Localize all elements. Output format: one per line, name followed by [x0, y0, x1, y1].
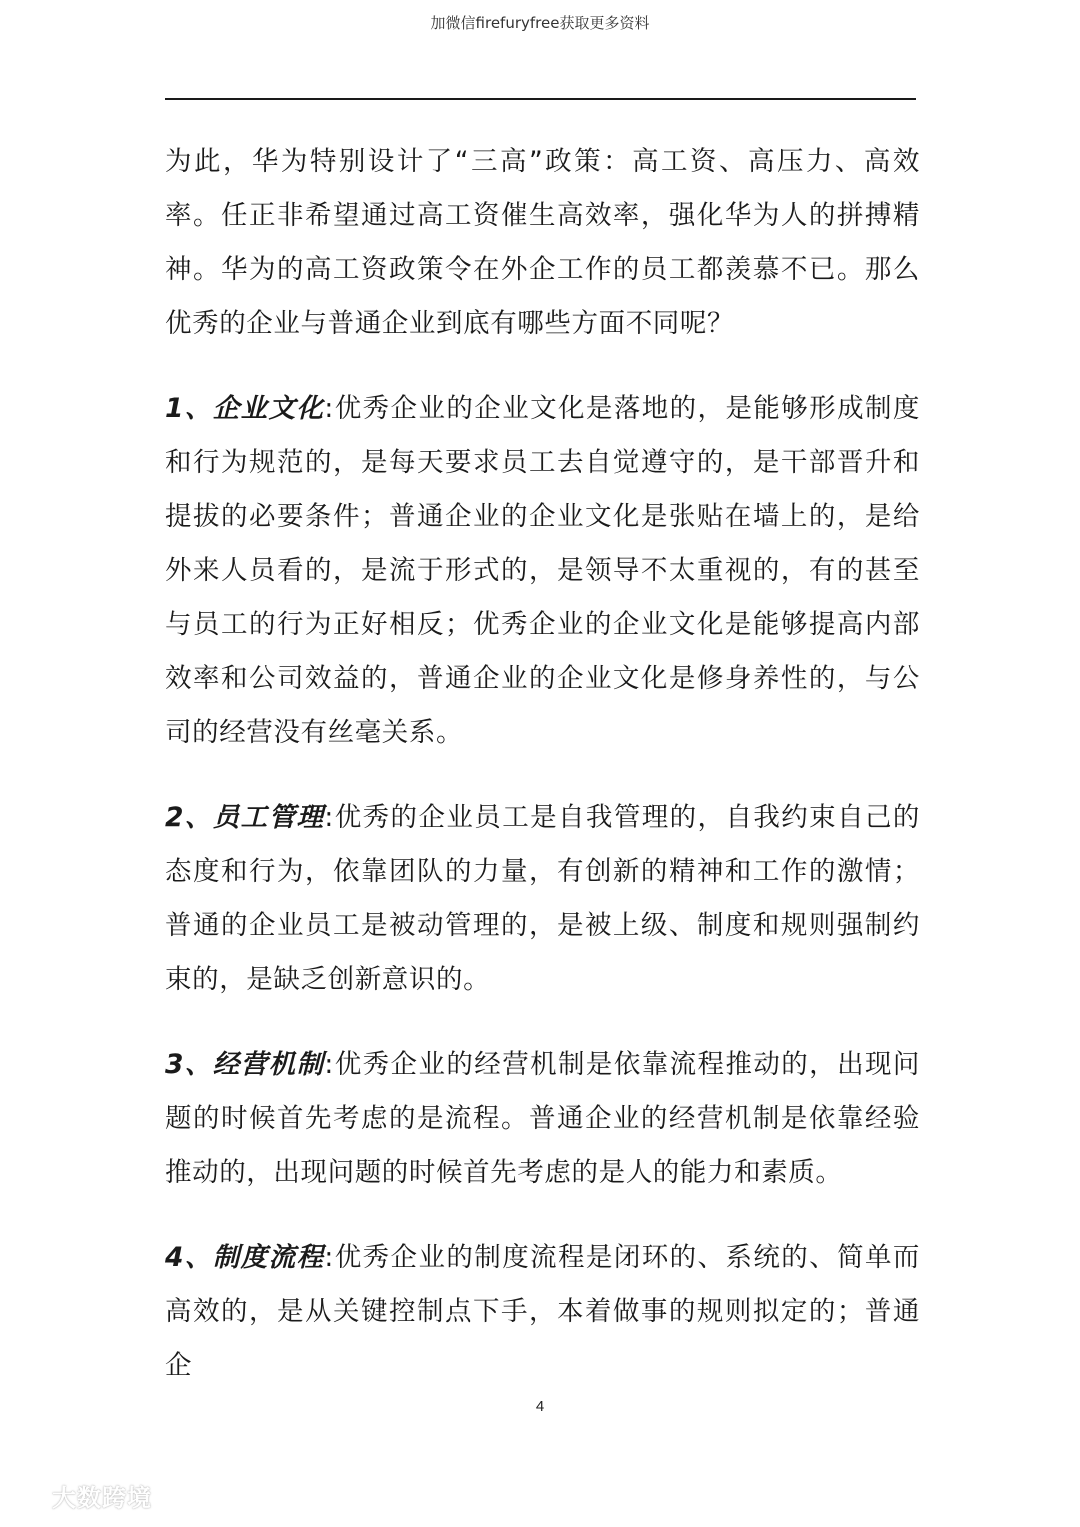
- item-title: 经营机制: [212, 1049, 325, 1080]
- header-note: 加微信firefuryfree获取更多资料: [430, 14, 650, 32]
- item-separator: :: [324, 393, 334, 424]
- item-title: 制度流程: [212, 1242, 325, 1273]
- item-separator: :: [324, 802, 334, 833]
- item-separator: :: [324, 1049, 334, 1080]
- item-number: 3、: [165, 1049, 213, 1080]
- watermark: [12, 1478, 152, 1513]
- item-title: 员工管理: [212, 802, 325, 833]
- list-item: [165, 1038, 920, 1200]
- item-number: 4、: [165, 1242, 213, 1273]
- list-item: [165, 382, 920, 760]
- list-item: [165, 791, 920, 1007]
- list-item: [165, 1231, 920, 1393]
- item-title: 企业文化: [212, 393, 325, 424]
- watermark-text: 大数跨境: [52, 1484, 152, 1512]
- item-body: 优秀的企业员工是自我管理的，自我约束自己的态度和行为，依靠团队的力量，有创新的精神和工作的激情；普通的企业员工是被动管理的，是被上级、制度和规则强制约束的，是缺乏创新意识的。: [165, 802, 921, 995]
- chat-bubble-icon: [12, 1484, 44, 1508]
- item-number: 2、: [165, 802, 213, 833]
- document-body: [165, 135, 920, 1393]
- header-divider: [165, 98, 916, 100]
- intro-paragraph: 为此，华为特别设计了“三高”政策：高工资、高压力、高效率。任正非希望通过高工资催生高效率，强化华为人的拼搏精神。华为的高工资政策令在外企工作的员工都羡慕不已。那么优秀的企业与普通企业到底有哪些方面不同呢？: [165, 146, 920, 339]
- item-body: 优秀企业的企业文化是落地的，是能够形成制度和行为规范的，是每天要求员工去自觉遵守的，是干部晋升和提拔的必要条件；普通企业的企业文化是张贴在墙上的，是给外来人员看的，是流于形式的，是领导不太重视的，有的甚至与员工的行为正好相反；优秀企业的企业文化是能够提高内部效率和公司效益的，普通企业的企业文化是修身养性的，与公司的经营没有丝毫关系。: [165, 393, 921, 748]
- item-body: 优秀企业的制度流程是闭环的、系统的、简单而高效的，是从关键控制点下手，本着做事的规则拟定的；普通企: [165, 1242, 921, 1381]
- item-number: 1、: [165, 393, 213, 424]
- page-number: 4: [535, 1398, 545, 1415]
- item-body: 优秀企业的经营机制是依靠流程推动的，出现问题的时候首先考虑的是流程。普通企业的经营机制是依靠经验推动的，出现问题的时候首先考虑的是人的能力和素质。: [165, 1049, 921, 1188]
- item-separator: :: [324, 1242, 334, 1273]
